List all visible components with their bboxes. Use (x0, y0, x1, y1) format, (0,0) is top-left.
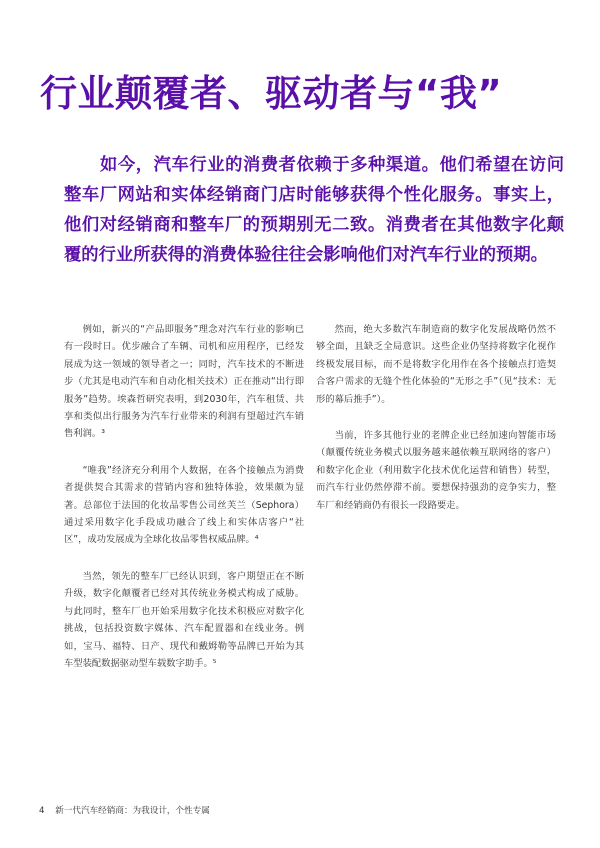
footer-title: 新一代汽车经销商：为我设计，个性专属 (55, 806, 210, 816)
left-column (64, 321, 304, 691)
lead-paragraph: 如今，汽车行业的消费者依赖于多种渠道。他们希望在访问整车厂网站和实体经销商门店时能够获得个性化服务。事实上，他们对经销商和整车厂的预期别无二致。消费者在其他数字化颠覆的行业所获得的消费体验往往会影响他们对汽车行业的预期。 (64, 155, 564, 265)
body-paragraph: 然而，绝大多数汽车制造商的数字化发展战略仍然不够全面，且缺乏全局意识。这些企业仍坚持将数字化视作终极发展目标，而不是将数字化用作在各个接触点打造契合客户需求的无缝个性化体验的“无形之手”（见“技术：无形的幕后推手”）。 (316, 324, 556, 405)
body-paragraph: “唯我”经济充分利用个人数据，在各个接触点为消费者提供契合其需求的营销内容和独特体验，效果颇为显著。总部位于法国的化妆品零售公司丝芙兰（Sephora）通过采用数字化手段成功融合了线上和实体店客户“社区”，成功发展成为全球化妆品零售权威品牌。⁴ (64, 464, 304, 546)
right-column (316, 321, 556, 533)
body-paragraph: 当然，领先的整车厂已经认识到，客户期望正在不断升级，数字化颠覆者已经对其传统业务模式构成了威胁。与此同时，整车厂也开始采用数字化技术积极应对数字化挑战，包括投资数字媒体、汽车配置器和在线业务。例如，宝马、福特、日产、现代和戴姆勒等品牌已开始为其车型装配数据驱动型车载数字助手。⁵ (64, 570, 304, 669)
page-number: 4 (39, 806, 45, 816)
body-paragraph: 当前，许多其他行业的老牌企业已经加速向智能市场（颠覆传统业务模式以服务越来越依赖互联网络的客户）和数字化企业（利用数字化技术优化运营和销售）转型，而汽车行业仍然停滞不前。要想保持强劲的竞争实力，整车厂和经销商仍有很长一段路要走。 (316, 430, 556, 511)
page-footer (39, 804, 210, 816)
page-title: 行业颠覆者、驱动者与“我” (40, 72, 503, 115)
body-paragraph: 例如，新兴的“产品即服务”理念对汽车行业的影响已有一段时日。优步融合了车辆、司机和应用程序，已经发展成为这一领域的领导者之一；同时，汽车技术的不断进步（尤其是电动汽车和自动化相关技术）正在推动“出行即服务”趋势。埃森哲研究表明，到2030年，汽车租赁、共享和类似出行服务为汽车行业带来的利润有望超过汽车销售利润。³ (64, 324, 304, 440)
